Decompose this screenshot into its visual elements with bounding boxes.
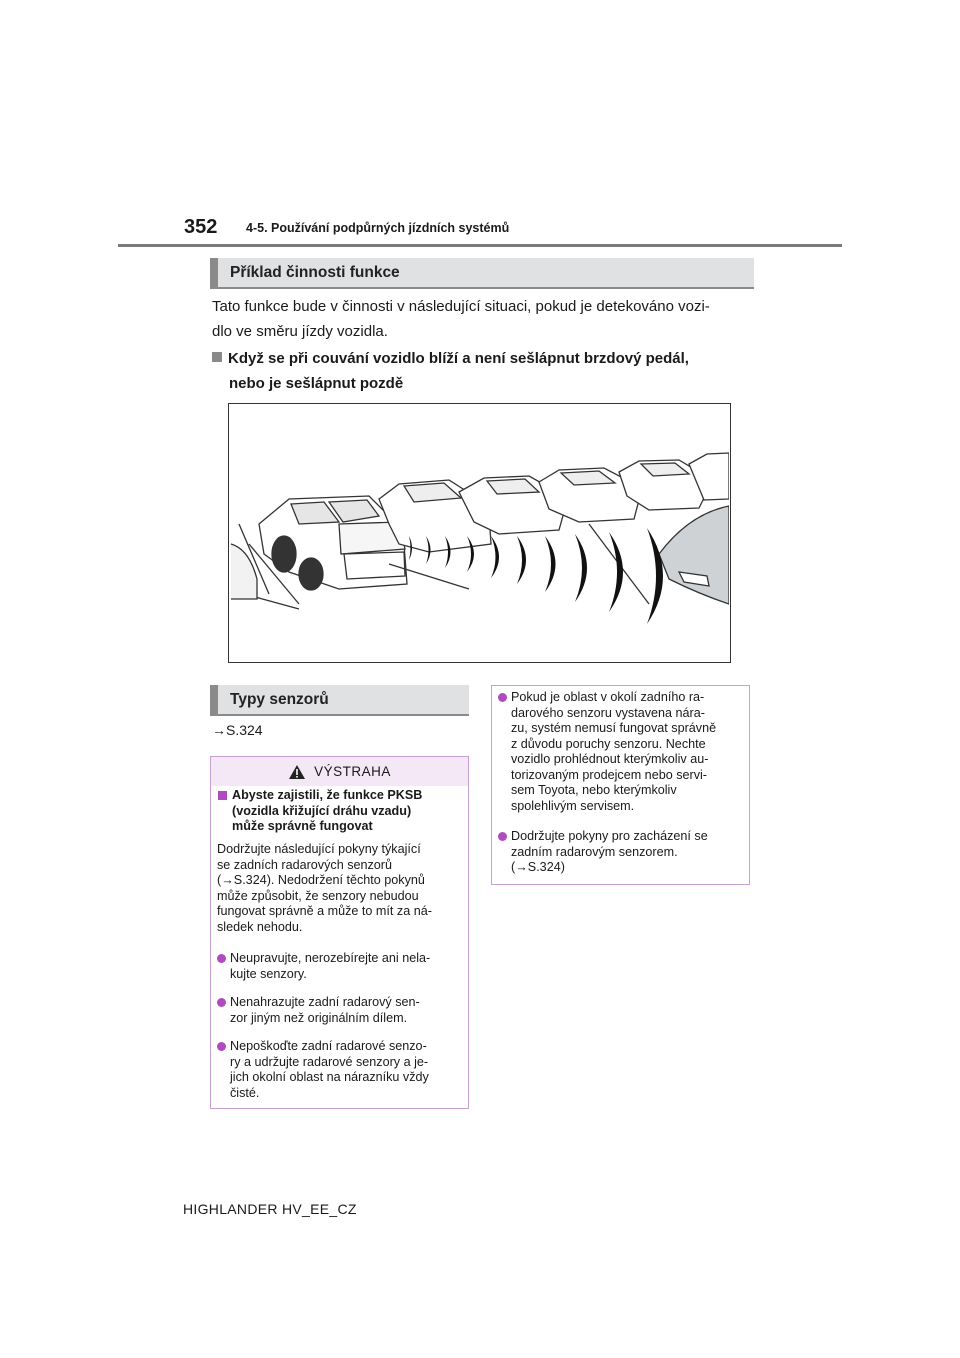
warning-heading-line: Abyste zajistili, že funkce PKSB bbox=[232, 788, 423, 802]
warning-header bbox=[211, 757, 468, 786]
bullet-line: jich okolní oblast na nárazníku vždy bbox=[230, 1070, 429, 1084]
bullet-dot-icon bbox=[498, 693, 507, 702]
bullet-line: zor jiným než originálním dílem. bbox=[230, 1010, 408, 1025]
bullet-line: sem Toyota, nebo kterýmkoliv bbox=[511, 783, 677, 797]
bullet-dot-icon bbox=[217, 1042, 226, 1051]
warning-line: se zadních radarových senzorů bbox=[217, 857, 393, 872]
bullet-line: Nenahrazujte zadní radarový sen- bbox=[230, 995, 420, 1009]
bullet-dot-icon bbox=[498, 832, 507, 841]
chapter-title: 4-5. Používání podpůrných jízdních systémů bbox=[246, 221, 510, 235]
bullet-line: zadním radarovým senzorem. bbox=[511, 844, 678, 859]
warning-line: Dodržujte následující pokyny týkající bbox=[217, 842, 421, 856]
bullet-line: Nepoškoďte zadní radarové senzo- bbox=[230, 1039, 427, 1053]
warning-bold-heading bbox=[218, 788, 466, 835]
bullet-line: Dodržujte pokyny pro zacházení se bbox=[511, 829, 708, 843]
right-bullet bbox=[498, 690, 748, 814]
page-reference: →S.324 bbox=[212, 722, 263, 738]
section-heading-text: Typy senzorů bbox=[230, 690, 329, 708]
bullet-line: Pokud je oblast v okolí zadního ra- bbox=[511, 690, 705, 704]
subheading bbox=[212, 346, 752, 396]
page-number: 352 bbox=[184, 216, 218, 238]
bullet-line: kujte senzory. bbox=[230, 966, 307, 981]
reversing-car-diagram bbox=[229, 404, 729, 661]
parking-illustration bbox=[228, 403, 731, 663]
warning-box bbox=[210, 756, 469, 1109]
bullet-line: darového senzoru vystavena nára- bbox=[511, 705, 705, 720]
bullet-line: (→S.324) bbox=[511, 860, 565, 874]
bullet-dot-icon bbox=[217, 998, 226, 1007]
square-bullet-icon bbox=[218, 791, 227, 800]
warning-heading-line: (vozidla křižující dráhu vzadu) bbox=[232, 803, 412, 818]
warning-title: VÝSTRAHA bbox=[314, 764, 391, 779]
section-heading-text: Příklad činnosti funkce bbox=[230, 263, 400, 281]
bullet-line: torizovaným prodejcem nebo servi- bbox=[511, 767, 707, 782]
warning-bullet bbox=[217, 1039, 467, 1101]
warning-bullet bbox=[217, 995, 467, 1026]
intro-line: dlo ve směru jízdy vozidla. bbox=[212, 323, 388, 340]
bullet-dot-icon bbox=[217, 954, 226, 963]
footer-model: HIGHLANDER HV_EE_CZ bbox=[183, 1201, 357, 1217]
warning-bullet bbox=[217, 951, 467, 982]
bullet-line: Neupravujte, nerozebírejte ani nela- bbox=[230, 951, 431, 965]
subheading-line: Když se při couvání vozidlo blíží a není sešlápnut brzdový pedál, bbox=[228, 350, 689, 367]
bullet-line: spolehlivým servisem. bbox=[511, 798, 635, 813]
intro-paragraph bbox=[212, 294, 757, 344]
bullet-line: z důvodu poruchy senzoru. Nechte bbox=[511, 736, 706, 751]
warning-triangle-icon bbox=[288, 764, 306, 780]
intro-line: Tato funkce bude v činnosti v následující situaci, pokud je detekováno vozi- bbox=[212, 298, 710, 315]
warning-line: fungovat správně a může to mít za ná- bbox=[217, 904, 432, 918]
subheading-line: nebo je sešlápnut pozdě bbox=[229, 375, 404, 392]
warning-line: může způsobit, že senzory nebudou bbox=[217, 888, 419, 903]
right-bullet bbox=[498, 829, 748, 876]
warning-paragraph bbox=[217, 842, 467, 935]
bullet-line: vozidlo prohlédnout kterýmkoliv au- bbox=[511, 752, 709, 766]
right-note-box bbox=[491, 685, 750, 885]
section-heading-example bbox=[210, 258, 754, 289]
bullet-line: ry a udržujte radarové senzory a je- bbox=[230, 1054, 429, 1069]
section-heading-sensor-types bbox=[210, 685, 469, 716]
radar-waves bbox=[409, 528, 663, 624]
warning-line: sledek nehodu. bbox=[217, 919, 303, 934]
header-rule bbox=[118, 244, 842, 247]
bullet-line: zu, systém nemusí fungovat správně bbox=[511, 721, 717, 735]
square-bullet-icon bbox=[212, 352, 222, 362]
bullet-line: čisté. bbox=[230, 1085, 260, 1100]
warning-heading-line: může správně fungovat bbox=[232, 819, 373, 833]
warning-line: (→S.324). Nedodržení těchto pokynů bbox=[217, 873, 425, 887]
